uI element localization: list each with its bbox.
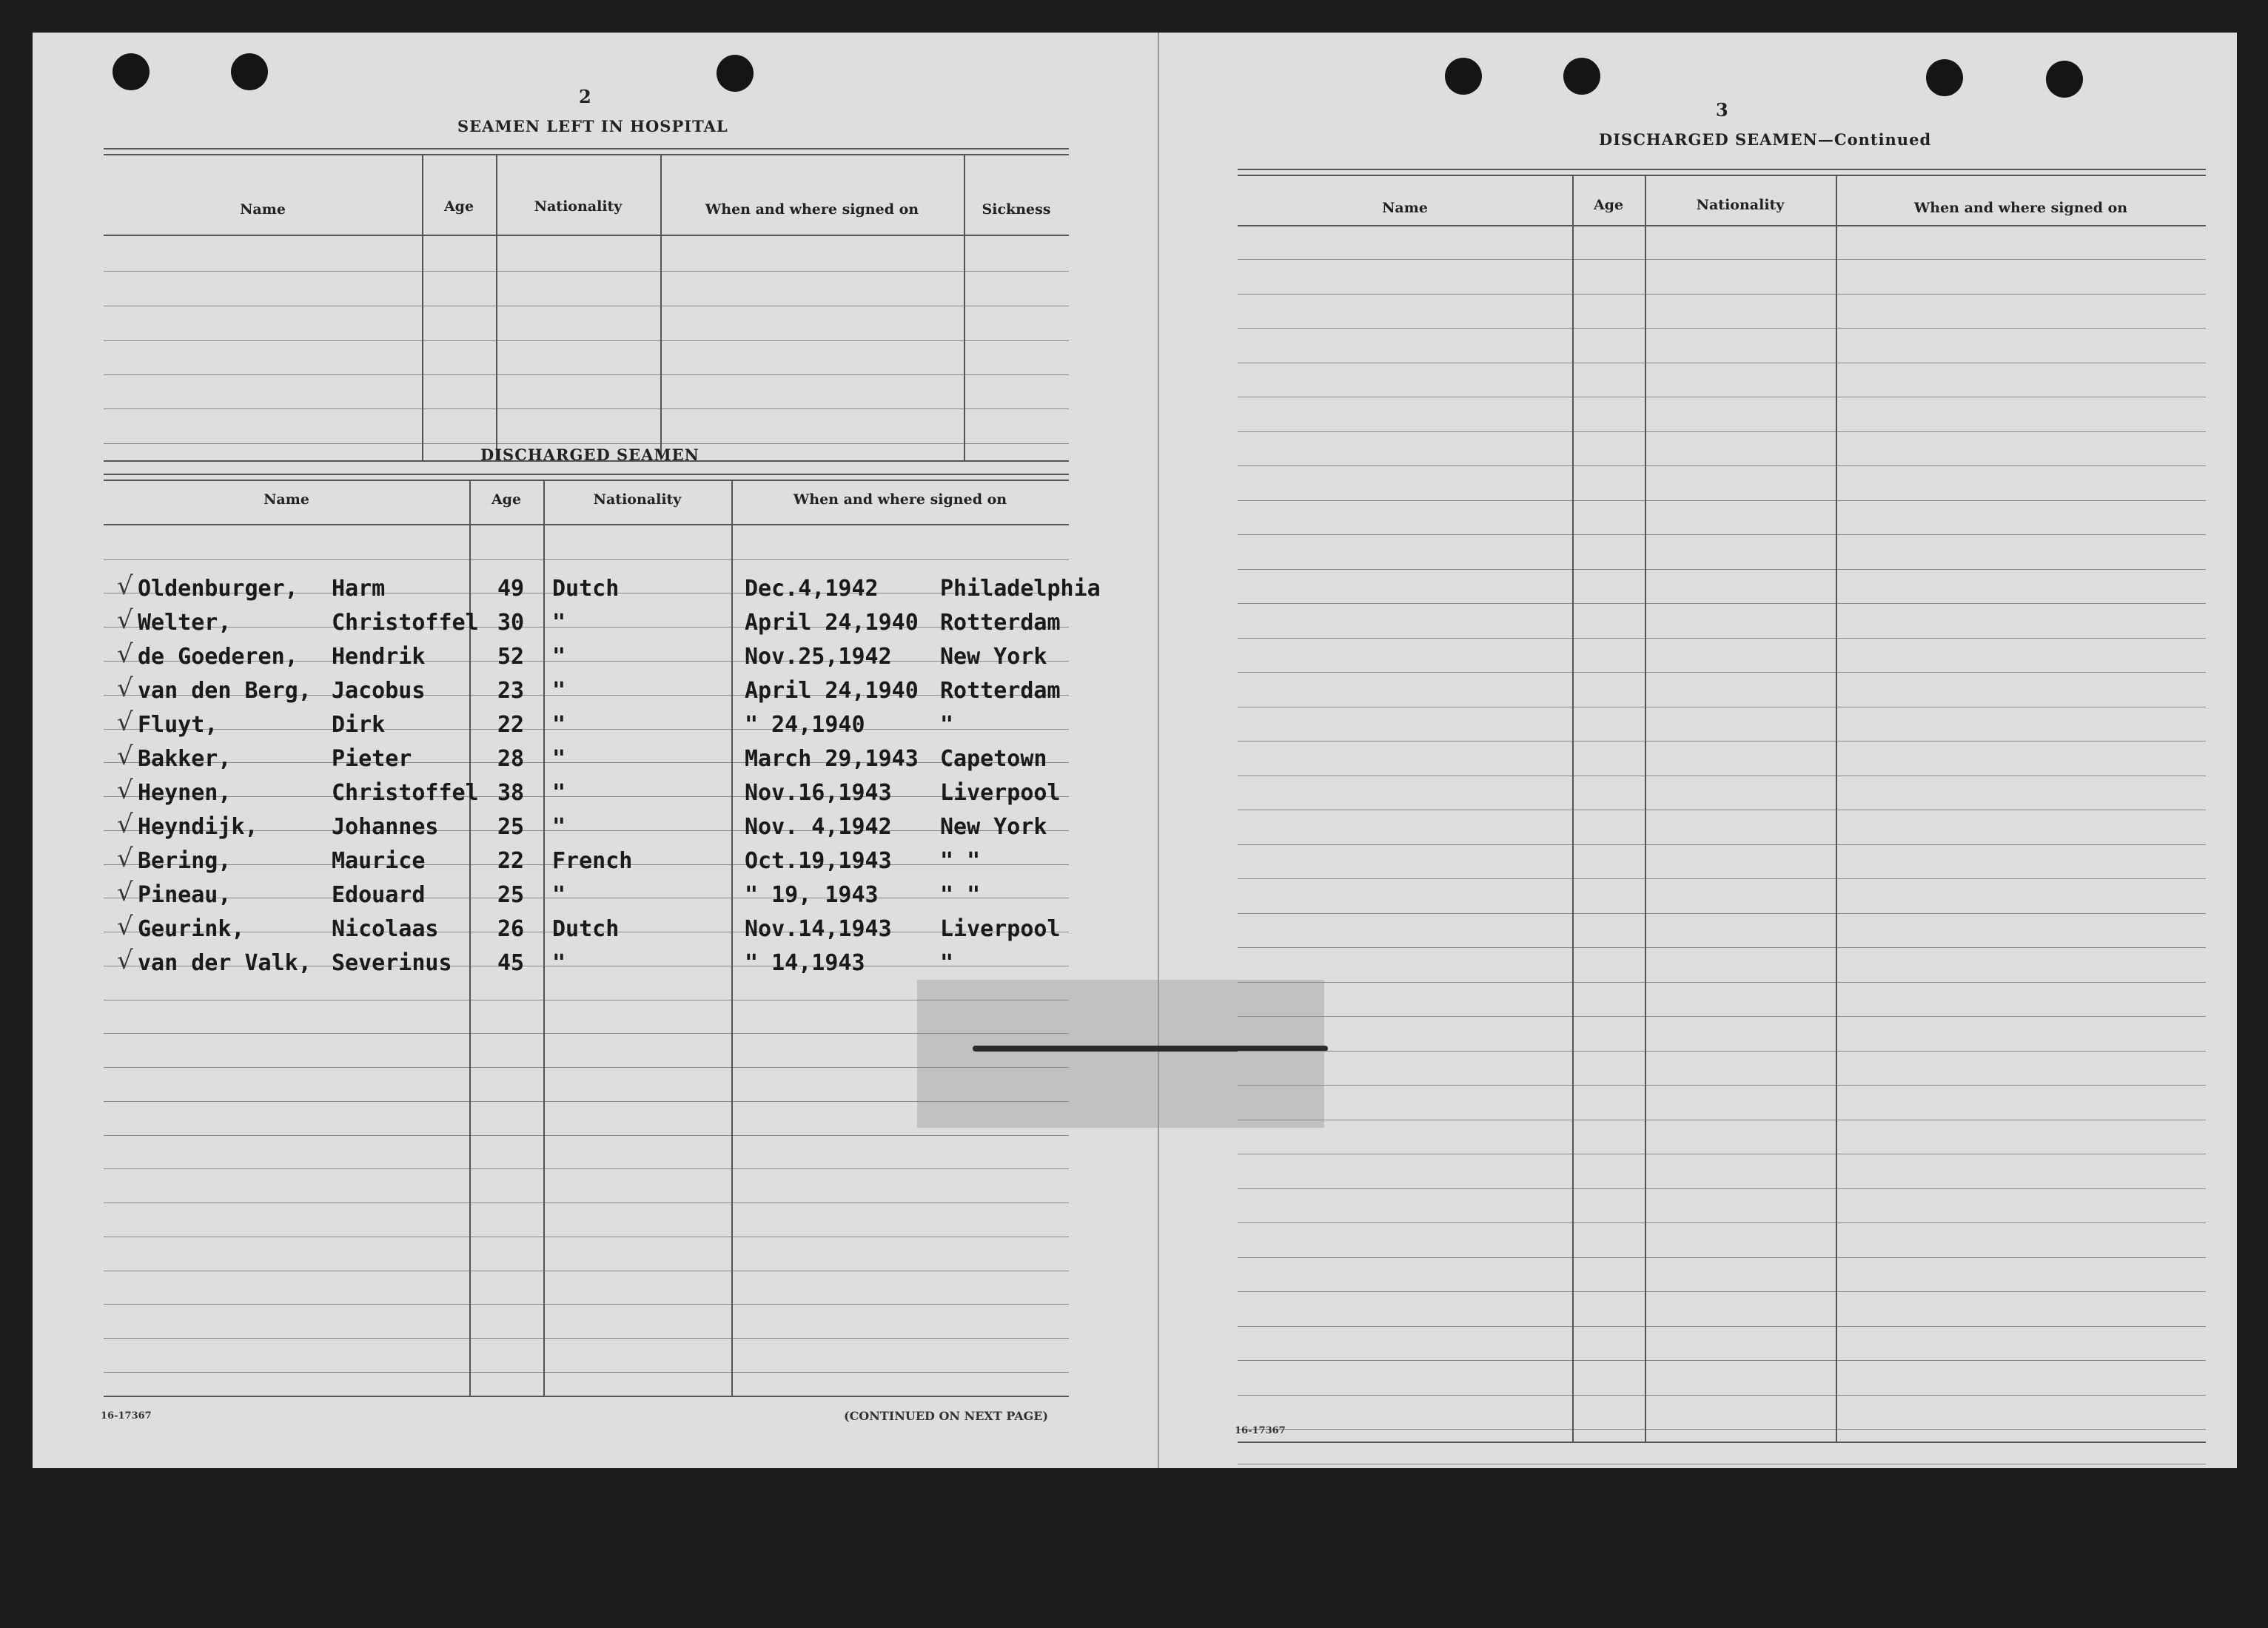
hospital-table [104,148,1069,463]
right-page [1158,33,2237,1468]
continued-header-nationality: Nationality [1696,197,1785,213]
seaman-nationality: Dutch [552,576,620,602]
ruled-line [1238,1188,2206,1189]
seaman-nationality: " [552,712,566,738]
seaman-surname: Heyndijk, [138,814,258,840]
seaman-age: 28 [497,746,525,772]
signed-on-place: Philadelphia [940,576,1101,602]
ruled-line [1238,982,2206,983]
ruled-line [1238,603,2206,604]
seaman-age: 22 [497,712,525,738]
seaman-surname: de Goederen, [138,644,298,670]
ruled-line [1238,913,2206,914]
seaman-given-name: Dirk [332,712,386,738]
hospital-header-signed-on: When and where signed on [705,201,919,218]
ruled-line [1238,672,2206,673]
signed-on-place: Liverpool [940,916,1061,942]
ruled-line [1238,500,2206,501]
seaman-given-name: Christoffel [332,610,479,636]
seaman-given-name: Nicolaas [332,916,439,942]
check-mark-icon: √ [117,741,133,771]
ruled-line [1238,638,2206,639]
ruled-line [1238,1222,2206,1223]
seaman-given-name: Johannes [332,814,439,840]
check-mark-icon: √ [117,776,133,805]
signed-on-place: New York [940,814,1047,840]
seaman-age: 38 [497,780,525,806]
signed-on-date: March 29,1943 [745,746,919,772]
seaman-given-name: Pieter [332,746,412,772]
discharged-header-signed-on: When and where signed on [793,491,1007,508]
seaman-nationality: " [552,746,566,772]
seaman-age: 52 [497,644,525,670]
signed-on-place: Liverpool [940,780,1061,806]
seaman-given-name: Harm [332,576,386,602]
signed-on-place: New York [940,644,1047,670]
ruled-line [1238,465,2206,466]
seaman-age: 45 [497,950,525,976]
check-mark-icon: √ [117,912,133,941]
check-mark-icon: √ [117,810,133,839]
seaman-nationality: " [552,678,566,704]
check-mark-icon: √ [117,673,133,703]
signed-on-place: Rotterdam [940,610,1061,636]
seaman-age: 22 [497,848,525,874]
seaman-given-name: Christoffel [332,780,479,806]
seaman-surname: Welter, [138,610,232,636]
hospital-header-sickness: Sickness [982,201,1051,218]
ruled-line [1238,1395,2206,1396]
seaman-given-name: Jacobus [332,678,426,704]
seaman-surname: van der Valk, [138,950,312,976]
check-mark-icon: √ [117,639,133,669]
check-mark-icon: √ [117,571,133,601]
seaman-age: 30 [497,610,525,636]
signed-on-place: Rotterdam [940,678,1061,704]
ruled-line [1238,328,2206,329]
seaman-age: 25 [497,882,525,908]
ruled-line [1238,878,2206,879]
seaman-surname: Heynen, [138,780,232,806]
seaman-given-name: Severinus [332,950,452,976]
signed-on-date: April 24,1940 [745,610,919,636]
discharged-header-name: Name [264,491,309,508]
form-number: 16-17367 [1235,1425,1286,1436]
seaman-age: 25 [497,814,525,840]
signed-on-date: Nov. 4,1942 [745,814,892,840]
seaman-surname: van den Berg, [138,678,312,704]
signed-on-date: Dec.4,1942 [745,576,879,602]
signed-on-date: " 19, 1943 [745,882,879,908]
left-page [33,33,1158,1468]
signed-on-place: " [940,712,954,738]
discharged-header-nationality: Nationality [593,491,682,508]
hospital-header-age: Age [443,198,474,215]
continued-header-age: Age [1593,197,1624,213]
check-mark-icon: √ [117,878,133,907]
page-number: 2 [579,86,591,107]
check-mark-icon: √ [117,946,133,975]
seaman-nationality: Dutch [552,916,620,942]
ruled-line [1238,431,2206,432]
seaman-nationality: " [552,610,566,636]
discharged-header-age: Age [491,491,522,508]
continued-note: (CONTINUED ON NEXT PAGE) [844,1409,1049,1423]
seaman-nationality: " [552,644,566,670]
check-mark-icon: √ [117,605,133,635]
continued-header-name: Name [1382,200,1428,216]
seaman-age: 23 [497,678,525,704]
check-mark-icon: √ [117,707,133,737]
seaman-surname: Pineau, [138,882,232,908]
signed-on-date: Nov.14,1943 [745,916,892,942]
ruled-line [1238,1051,2206,1052]
ruled-line [1238,1429,2206,1430]
seaman-age: 26 [497,916,525,942]
ruled-line [1238,1085,2206,1086]
discharged-continued-table [1238,169,2206,1447]
seaman-surname: Bakker, [138,746,232,772]
hospital-section-title: SEAMEN LEFT IN HOSPITAL [457,117,728,135]
discharged-section-title: DISCHARGED SEAMEN [480,445,699,464]
ruled-line [1238,259,2206,260]
ruled-line [1238,534,2206,535]
seaman-given-name: Maurice [332,848,426,874]
continued-header-signed-on: When and where signed on [1913,200,2128,216]
page-number: 3 [1716,99,1728,121]
form-number: 16-17367 [101,1410,152,1422]
seaman-nationality: " [552,882,566,908]
document-sheet [33,33,2237,1468]
ruled-line [1238,1257,2206,1258]
ruled-line [1238,1326,2206,1327]
signed-on-date: Oct.19,1943 [745,848,892,874]
seaman-nationality: " [552,780,566,806]
check-mark-icon: √ [117,844,133,873]
discharged-continued-title: DISCHARGED SEAMEN—Continued [1599,130,1932,149]
seaman-surname: Fluyt, [138,712,218,738]
seaman-surname: Oldenburger, [138,576,298,602]
signed-on-date: " 24,1940 [745,712,865,738]
ruled-line [1238,294,2206,295]
signed-on-place: " [940,950,954,976]
ruled-line [1238,1016,2206,1017]
hospital-header-nationality: Nationality [534,198,623,215]
signed-on-date: April 24,1940 [745,678,919,704]
seaman-age: 49 [497,576,525,602]
ruled-line [1238,569,2206,570]
signed-on-place: Capetown [940,746,1047,772]
seaman-nationality: French [552,848,633,874]
signed-on-place: " " [940,882,981,908]
signed-on-date: " 14,1943 [745,950,865,976]
ruled-line [1238,1360,2206,1361]
seaman-nationality: " [552,950,566,976]
hospital-header-name: Name [240,201,286,218]
ruled-line [1238,844,2206,845]
signed-on-date: Nov.25,1942 [745,644,892,670]
seaman-given-name: Edouard [332,882,426,908]
ruled-line [1238,1291,2206,1292]
seaman-surname: Geurink, [138,916,245,942]
seaman-given-name: Hendrik [332,644,426,670]
signed-on-date: Nov.16,1943 [745,780,892,806]
ruled-line [1238,947,2206,948]
seaman-nationality: " [552,814,566,840]
signed-on-place: " " [940,848,981,874]
seaman-surname: Bering, [138,848,232,874]
